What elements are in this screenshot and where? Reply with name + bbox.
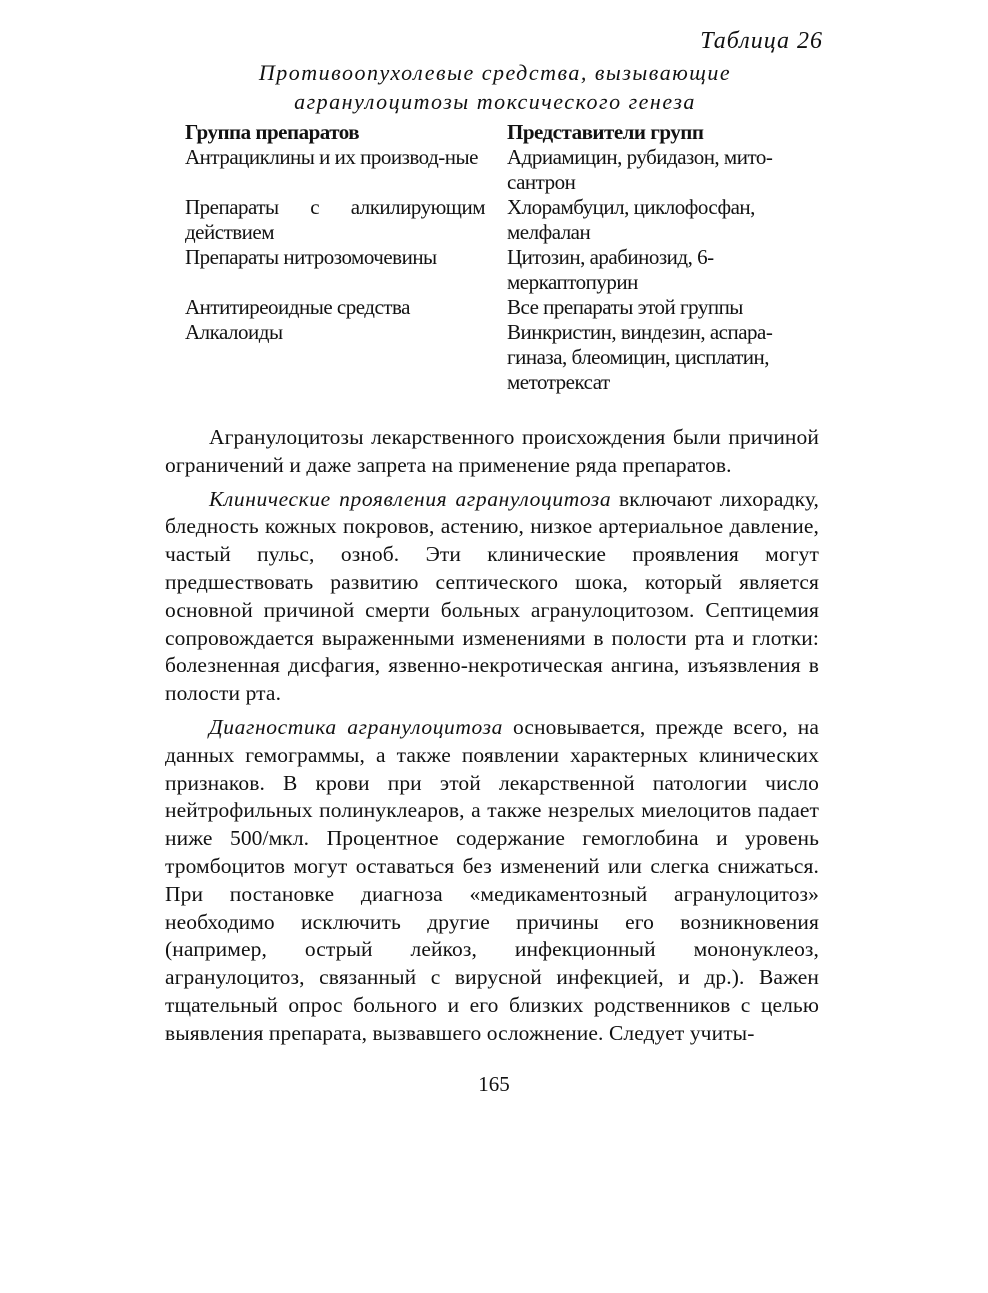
drug-groups-table [185, 120, 800, 395]
column-header-group: Группа препаратов [185, 120, 360, 144]
table-cell-group: Препараты с алкилирующим действием [185, 195, 485, 244]
table-caption-line-2: агранулоцитозы токсического генеза [294, 89, 696, 114]
table-caption-line-1: Противоопухолевые средства, вызывающие [258, 60, 732, 85]
table-cell-representatives: Винкристин, виндезин, аспара-гиназа, блеомицин, цисплатин, метотрексат [507, 320, 773, 394]
paragraph-text: Агранулоцитозы лекарственного происхождения были причиной ограничений и даже запрета на применение ряда препаратов. [165, 425, 819, 477]
paragraph-text: включают лихорадку, бледность кожных покровов, астению, низкое артериальное давление, частый пульс, озноб. Эти клинические проявления могут предшествовать развитию септического шока, который является основной причиной смерти больных агранулоцитозом. Септицемия сопровождается выраженными изменениями в полости рта и глотки: болезненная дисфагия, язвенно-некротическая ангина, изъязвления в полости рта. [165, 486, 819, 706]
column-header-representatives: Представители групп [507, 120, 704, 144]
table-header-row [185, 120, 800, 145]
table-row [185, 145, 800, 195]
paragraph-lead-italic: Клинические проявления агранулоцитоза [209, 486, 612, 511]
paragraph-drug-origin [165, 424, 819, 480]
table-cell-representatives: Хлорамбуцил, циклофосфан, мелфалан [507, 195, 755, 244]
paragraph-lead-italic: Диагностика агранулоцитоза [209, 714, 503, 739]
table-caption [160, 58, 830, 116]
table-cell-representatives: Цитозин, арабинозид, 6-меркаптопурин [507, 245, 714, 294]
paragraph-text: основывается, прежде всего, на данных гемограммы, а также появлении характерных клинических признаков. В крови при этой лекарственной патологии число нейтрофильных полинуклеаров, а также незрелых миелоцитов падает ниже 500/мкл. Процентное содержание гемоглобина и уровень тромбоцитов могут оставаться без изменений или слегка снижаться. При постановке диагноза «медикаментозный агранулоцитоз» необходимо исключить другие причины его возникновения (например, острый лейкоз, инфекционный мононуклеоз, агранулоцитоз, связанный с вирусной инфекцией, и др.). Важен тщательный опрос больного и его близких родственников с целью выявления препарата, вызвавшего осложнение. Следует учиты- [165, 714, 819, 1045]
body-text [165, 424, 819, 1054]
paragraph-clinical-manifestations [165, 486, 819, 708]
table-cell-group: Алкалоиды [185, 320, 283, 344]
table-row [185, 295, 800, 320]
page-number: 165 [478, 1072, 510, 1096]
table-row [185, 195, 800, 245]
table-row [185, 320, 800, 395]
table-cell-group: Препараты нитрозомочевины [185, 245, 437, 269]
paragraph-diagnostics [165, 714, 819, 1048]
table-cell-group: Антрациклины и их производ-ные [185, 145, 478, 169]
table-cell-representatives: Все препараты этой группы [507, 295, 743, 319]
table-row [185, 245, 800, 295]
table-cell-group: Антитиреоидные средства [185, 295, 410, 319]
table-cell-representatives: Адриамицин, рубидазон, мито-сантрон [507, 145, 773, 194]
table-number-label: Таблица 26 [700, 28, 823, 54]
